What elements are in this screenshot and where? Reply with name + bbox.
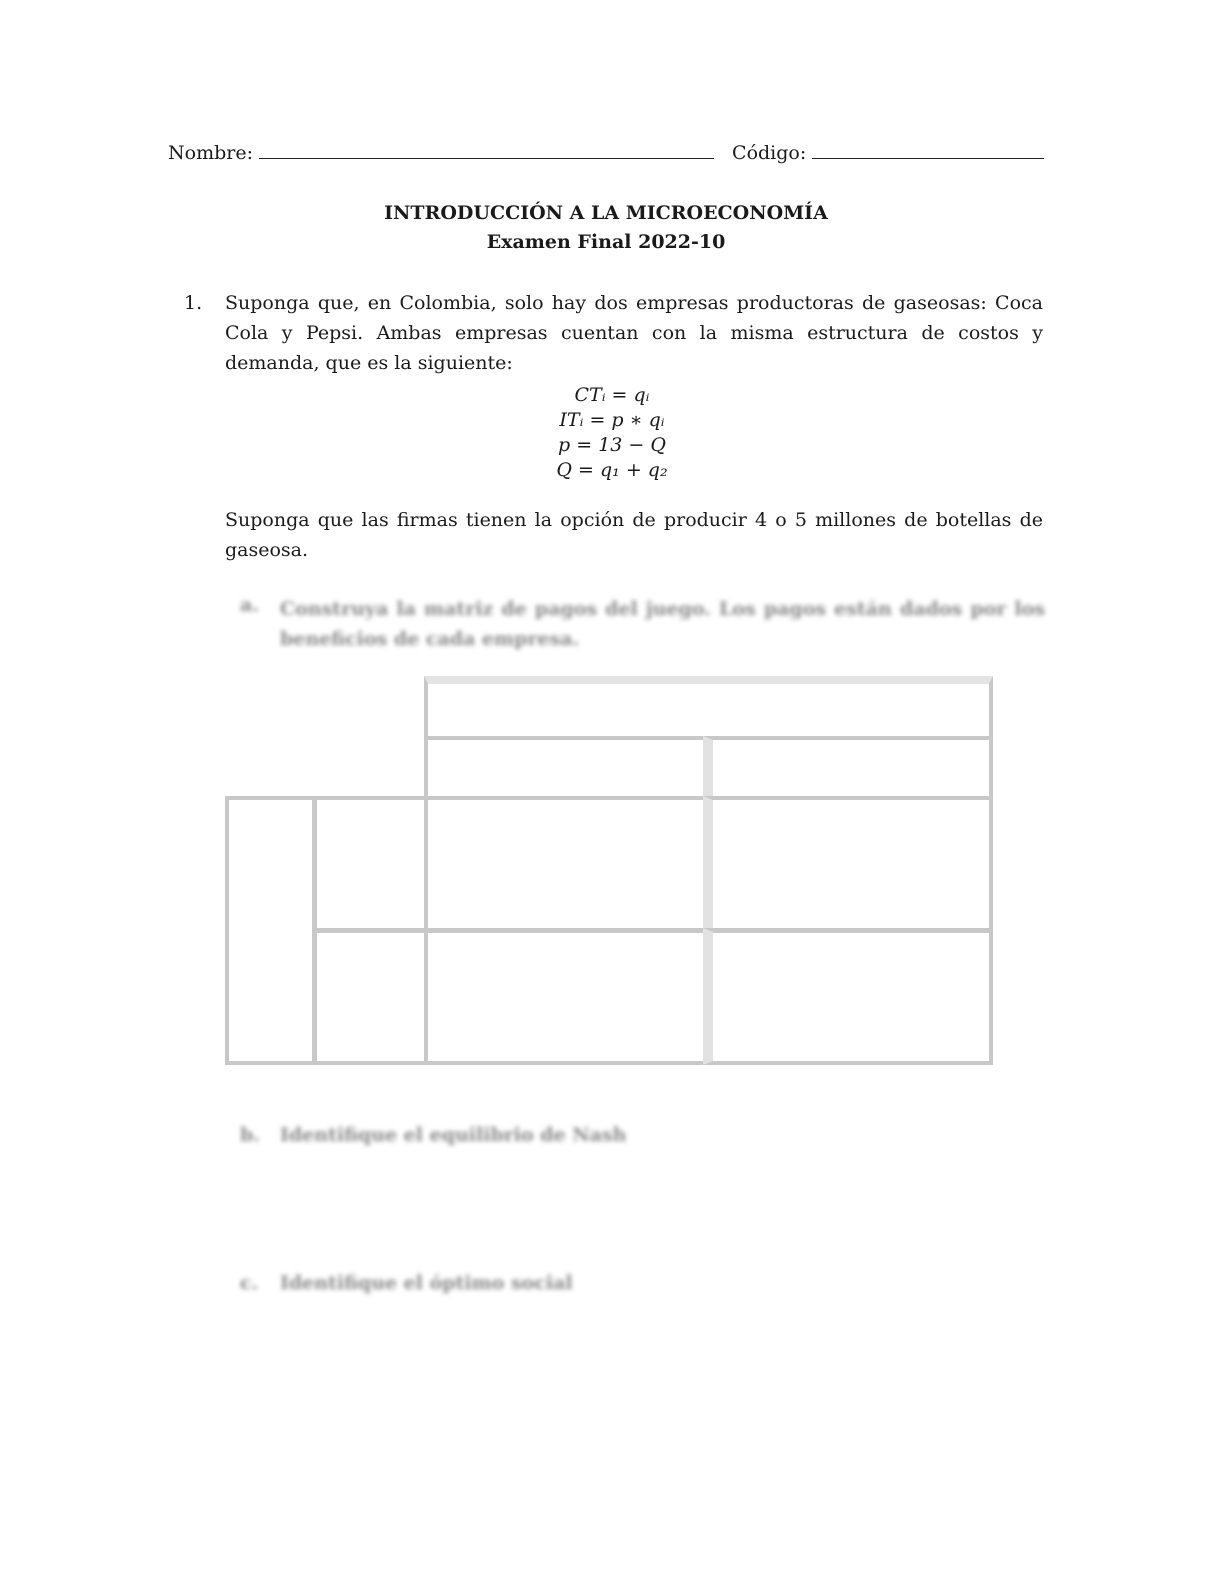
matrix-cell-1-2[interactable] <box>703 796 993 933</box>
matrix-row-label-1[interactable] <box>312 796 428 933</box>
question-text-2: Suponga que las firmas tienen la opción de producir 4 o 5 millones de botellas de gaseosa. <box>225 509 1043 561</box>
matrix-cell-2-2[interactable] <box>703 928 993 1065</box>
course-title: INTRODUCCIÓN A LA MICROECONOMÍA <box>384 202 828 224</box>
name-field <box>168 142 1044 164</box>
name-blank[interactable] <box>259 157 714 159</box>
question-text: Suponga que, en Colombia, solo hay dos empresas productoras de gaseosas: Coca Cola y Pepsi. Ambas empresas cuentan con la misma estructura de costos y demanda, que es la siguiente: <box>225 292 1043 374</box>
matrix-cell-2-1[interactable] <box>424 928 711 1065</box>
equations <box>0 383 1224 483</box>
matrix-header-top <box>424 676 993 740</box>
part-b-text: Identifique el equilibrio de Nash <box>280 1124 627 1146</box>
matrix-row-header <box>225 796 317 1065</box>
matrix-row-label-2[interactable] <box>312 928 428 1065</box>
part-a-letter: a. <box>240 594 259 616</box>
matrix-cell-1-1[interactable] <box>424 796 711 933</box>
equation-ct: CTᵢ = qᵢ <box>574 384 650 406</box>
equation-quantity: Q = q₁ + q₂ <box>556 459 668 481</box>
part-c-letter: c. <box>240 1272 259 1294</box>
code-label: Código: <box>732 142 807 164</box>
question-number: 1. <box>184 292 203 314</box>
code-blank[interactable] <box>812 157 1044 159</box>
equation-demand: p = 13 − Q <box>558 434 666 456</box>
name-label: Nombre: <box>168 142 253 164</box>
part-a-text: Construya la matriz de pagos del juego. Los pagos están dados por los beneficios de cada empresa. <box>280 598 1045 650</box>
part-c-text: Identifique el óptimo social <box>280 1272 573 1294</box>
exam-title: Examen Final 2022-10 <box>486 231 726 253</box>
matrix-col-header-1[interactable] <box>424 736 711 800</box>
matrix-col-header-2[interactable] <box>703 736 993 800</box>
part-b-letter: b. <box>240 1124 260 1146</box>
equation-it: ITᵢ = p ∗ qᵢ <box>559 409 665 431</box>
